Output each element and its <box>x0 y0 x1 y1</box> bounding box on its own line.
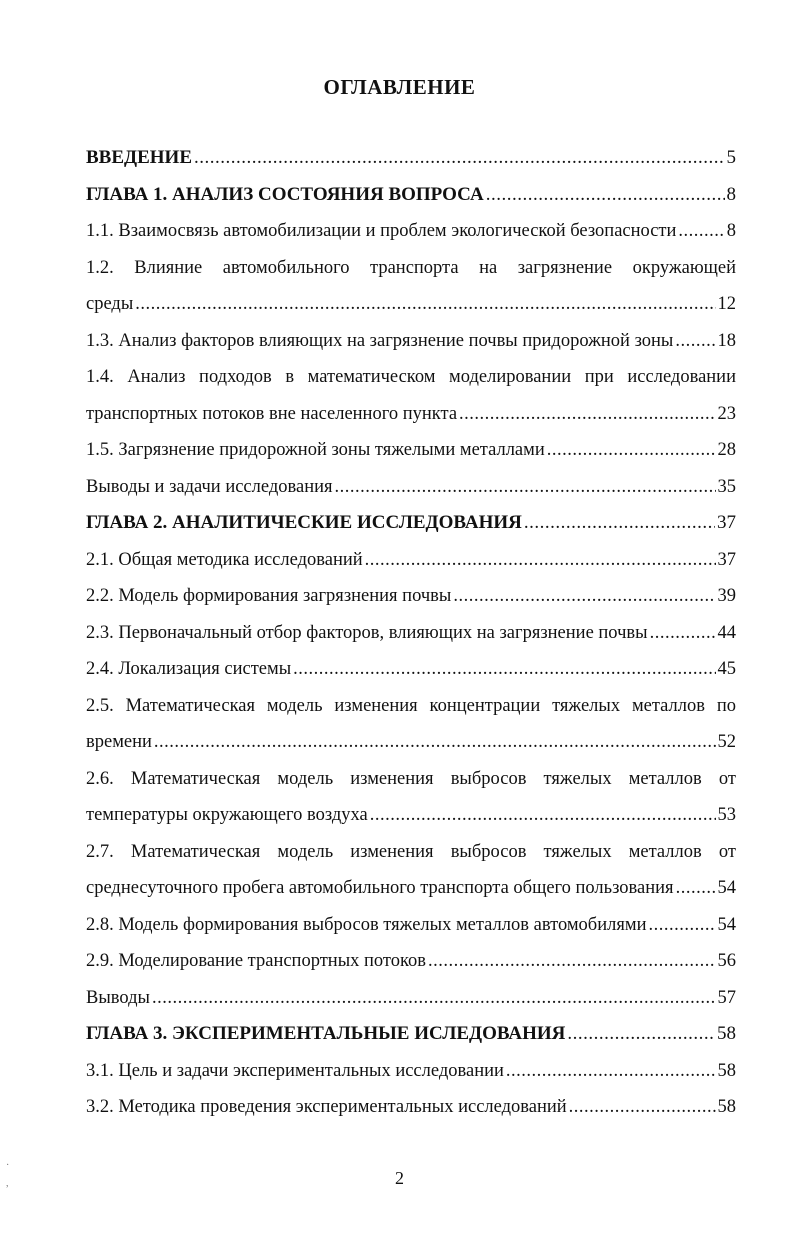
toc-entry-text: среднесуточного пробега автомобильного транспорта общего пользования <box>86 878 674 898</box>
toc-page-number: 45 <box>717 659 736 679</box>
toc-entry-text: температуры окружающего воздуха <box>86 805 368 825</box>
dot-leader <box>650 615 716 652</box>
toc-entry <box>86 1089 736 1126</box>
toc-entry <box>86 213 736 250</box>
toc-entry-text: 2.9. Моделирование транспортных потоков <box>86 951 427 971</box>
toc-page-number: 39 <box>717 586 736 606</box>
toc-entry-first-line <box>86 834 736 871</box>
toc-entry <box>86 907 736 944</box>
toc-entry <box>86 469 736 506</box>
toc-entry <box>86 651 736 688</box>
toc-entry <box>86 943 736 980</box>
toc-page-number: 54 <box>717 878 736 898</box>
toc-entry-text: Выводы и задачи исследования <box>86 476 333 497</box>
scan-artifact: · <box>6 1160 10 1171</box>
toc-entry-text: 1.1. Взаимосвязь автомобилизации и проблем экологической безопасности <box>86 221 677 241</box>
dot-leader <box>675 323 715 360</box>
toc-entry-text: времени <box>86 732 152 752</box>
toc-entry <box>86 286 736 323</box>
toc-entry <box>86 1053 736 1090</box>
toc-page-number: 35 <box>717 476 736 497</box>
toc-entry <box>86 980 736 1017</box>
toc-entry <box>86 615 736 652</box>
toc-entry-text: транспортных потоков вне населенного пункта <box>86 403 458 424</box>
dot-leader <box>293 651 715 688</box>
dot-leader <box>486 177 725 214</box>
toc-entry-text: 1.3. Анализ факторов влияющих на загрязнение почвы придорожной зоны <box>86 330 674 351</box>
toc-page-number: 18 <box>717 330 736 351</box>
dot-leader <box>152 980 716 1017</box>
dot-leader <box>524 505 715 542</box>
toc-entry-text: ГЛАВА 2. АНАЛИТИЧЕСКИЕ ИССЛЕДОВАНИЯ <box>86 512 522 533</box>
toc-entry <box>86 323 736 360</box>
toc-entry-text: 2.3. Первоначальный отбор факторов, влияющих на загрязнение почвы <box>86 622 648 643</box>
toc-page-number: 8 <box>726 221 736 241</box>
toc-entry-text: 1.4. Анализ подходов в математическом моделировании при исследовании <box>86 367 736 387</box>
page-title: ОГЛАВЛЕНИЕ <box>323 75 476 99</box>
toc-entry <box>86 578 736 615</box>
toc-entry-text: среды <box>86 294 134 314</box>
toc-page-number: 58 <box>717 1060 736 1081</box>
dot-leader <box>676 870 716 907</box>
toc-entry-first-line <box>86 359 736 396</box>
dot-leader <box>678 213 724 250</box>
dot-leader <box>569 1089 716 1126</box>
toc-chapter <box>86 505 736 542</box>
toc-entry-text: Выводы <box>86 987 150 1008</box>
dot-leader <box>365 542 716 579</box>
toc-chapter <box>86 1016 736 1053</box>
toc-entry <box>86 724 736 761</box>
toc-page-number: 58 <box>717 1023 736 1044</box>
dot-leader <box>370 797 716 834</box>
dot-leader <box>335 469 716 506</box>
toc-page-number: 44 <box>717 622 736 643</box>
toc-entry <box>86 396 736 433</box>
toc-entry-text: 3.2. Методика проведения экспериментальных исследований <box>86 1097 567 1117</box>
toc-chapter <box>86 177 736 214</box>
toc-entry <box>86 797 736 834</box>
toc-entry-text: 2.7. Математическая модель изменения выбросов тяжелых металлов от <box>86 841 736 862</box>
toc-page-number: 12 <box>717 294 736 314</box>
scan-artifact: , <box>6 1178 9 1189</box>
page-number: 2 <box>395 1168 404 1188</box>
toc-page-number: 58 <box>717 1097 736 1117</box>
toc-entry-text: ГЛАВА 1. АНАЛИЗ СОСТОЯНИЯ ВОПРОСА <box>86 183 484 205</box>
toc-entry-first-line <box>86 688 736 725</box>
dot-leader <box>567 1016 715 1053</box>
toc-entry-text: 2.8. Модель формирования выбросов тяжелых металлов автомобилями <box>86 914 647 935</box>
toc-entry-first-line <box>86 250 736 287</box>
toc-page-number: 56 <box>717 951 736 971</box>
toc-page-number: 28 <box>717 440 736 460</box>
toc-page-number: 23 <box>717 403 736 424</box>
dot-leader <box>547 432 716 469</box>
table-of-contents <box>86 140 736 1126</box>
dot-leader <box>648 907 715 944</box>
toc-page-number: 37 <box>717 549 736 570</box>
toc-chapter <box>86 140 736 177</box>
toc-entry-text: 2.2. Модель формирования загрязнения почвы <box>86 586 452 606</box>
dot-leader <box>154 724 716 761</box>
dot-leader <box>453 578 715 615</box>
toc-entry <box>86 870 736 907</box>
dot-leader <box>428 943 715 980</box>
toc-page-number: 8 <box>726 183 736 205</box>
dot-leader <box>194 140 725 177</box>
dot-leader <box>459 396 715 433</box>
dot-leader <box>506 1053 716 1090</box>
toc-page-number: 53 <box>717 805 736 825</box>
toc-entry-text: ВВЕДЕНИЕ <box>86 147 192 168</box>
toc-entry-text: 1.2. Влияние автомобильного транспорта на загрязнение окружающей <box>86 257 736 278</box>
toc-entry-text: 1.5. Загрязнение придорожной зоны тяжелыми металлами <box>86 440 545 460</box>
toc-page-number: 5 <box>726 147 736 168</box>
toc-entry-text: 2.6. Математическая модель изменения выбросов тяжелых металлов от <box>86 768 736 789</box>
toc-entry <box>86 432 736 469</box>
toc-entry-text: ГЛАВА 3. ЭКСПЕРИМЕНТАЛЬНЫЕ ИСЛЕДОВАНИЯ <box>86 1023 566 1044</box>
toc-entry-text: 2.4. Локализация системы <box>86 659 292 679</box>
dot-leader <box>135 286 715 323</box>
toc-entry-text: 2.5. Математическая модель изменения концентрации тяжелых металлов по <box>86 695 736 716</box>
toc-page-number: 52 <box>717 732 736 752</box>
toc-entry-first-line <box>86 761 736 798</box>
toc-entry-text: 3.1. Цель и задачи экспериментальных исследовании <box>86 1060 504 1081</box>
toc-entry <box>86 542 736 579</box>
toc-entry-text: 2.1. Общая методика исследований <box>86 549 363 570</box>
toc-page-number: 54 <box>717 914 736 935</box>
toc-page-number: 37 <box>717 512 736 533</box>
toc-page-number: 57 <box>717 987 736 1008</box>
